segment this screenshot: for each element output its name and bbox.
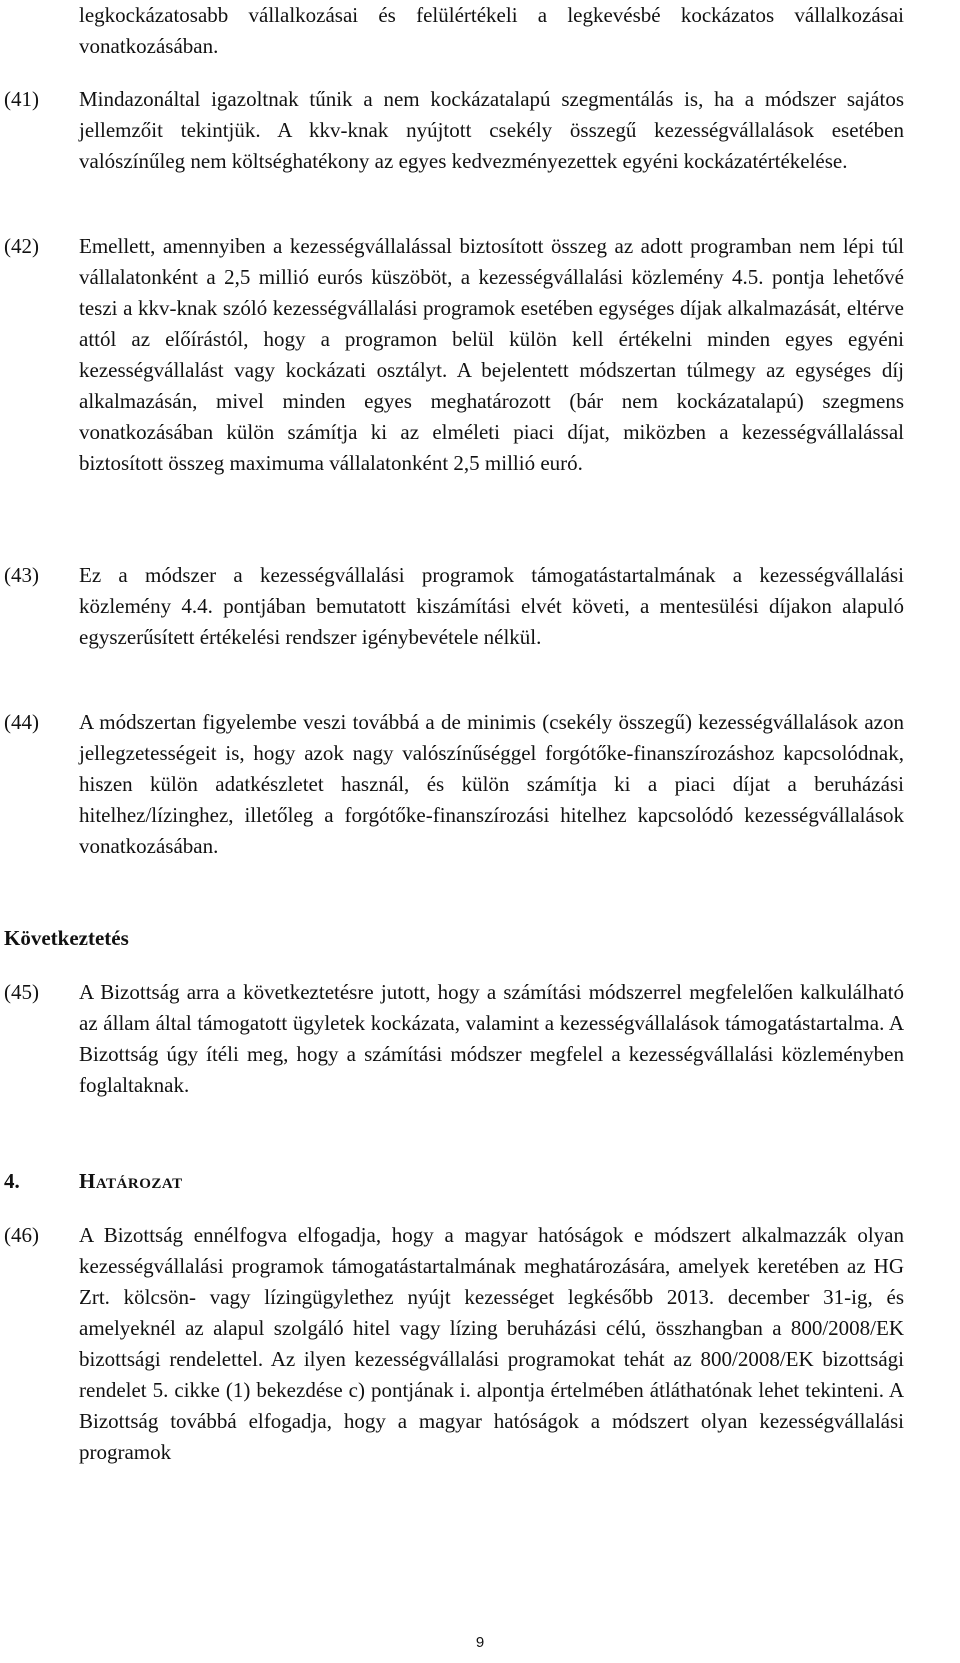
paragraph-text: A Bizottság ennélfogva elfogadja, hogy a magyar hatóságok e módszert alkalmazzák olyan kezességvállalási programok támogatástartalmának meghatározására, amelyek keretében az HG Zrt. kölcsön- vagy lízingügylethez nyújt kezességet legkésőbb 2013. december 31-ig, és amelyeknél az alapul szolgáló hitel vagy lízing beruházási célú, összhangban a 800/2008/EK bizottsági rendelettel. Az ilyen kezességvállalási programokat tehát az 800/2008/EK bizottsági rendelet 5. cikke (1) bekezdése c) pontjának i. alpontja értelmében átláthatónak lehet tekinteni. A Bizottság továbbá elfogadja, hogy a magyar hatóságok a módszert olyan kezességvállalási programok bbox=[79, 1223, 904, 1464]
paragraph-44 bbox=[4, 707, 904, 862]
section-title: Határozat bbox=[79, 1169, 183, 1193]
paragraph-43 bbox=[4, 560, 904, 653]
continuation-paragraph bbox=[4, 0, 904, 62]
paragraph-text: Ez a módszer a kezességvállalási programok támogatástartalmának a kezességvállalási közlemény 4.4. pontjában bemutatott kiszámítási elvét követi, a mentesülési díjakon alapuló egyszerűsített értékelési rendszer igénybevétele nélkül. bbox=[79, 563, 904, 649]
paragraph-number: (41) bbox=[4, 87, 39, 111]
section-number: 4. bbox=[4, 1169, 20, 1193]
paragraph-45 bbox=[4, 977, 904, 1101]
paragraph-text: A módszertan figyelembe veszi továbbá a de minimis (csekély összegű) kezességvállalások azon jellegzetességeit is, hogy azok nagy valószínűséggel forgótőke-finanszírozáshoz kapcsolódnak, hiszen külön adatkészletet használ, és külön számítja ki a piaci díjat a beruházási hitelhez/lízinghez, illetőleg a forgótőke-finanszírozási hitelhez kapcsolódó kezességvállalások vonatkozásában. bbox=[79, 710, 904, 858]
paragraph-text: A Bizottság arra a következtetésre jutott, hogy a számítási módszerrel megfelelően kalkulálható az állam által támogatott ügyletek kockázata, valamint a kezességvállalások támogatástartalma. A Bizottság úgy ítéli meg, hogy a számítási módszer megfelel a kezességvállalási közleményben foglaltaknak. bbox=[79, 980, 904, 1097]
section-heading bbox=[4, 1166, 183, 1197]
page-number: 9 bbox=[475, 1634, 485, 1651]
paragraph-41 bbox=[4, 84, 904, 177]
paragraph-number: (44) bbox=[4, 710, 39, 734]
paragraph-46 bbox=[4, 1220, 904, 1468]
paragraph-text: Mindazonáltal igazoltnak tűnik a nem kockázatalapú szegmentálás is, ha a módszer sajátos jellemzőit tekintjük. A kkv-knak nyújtott csekély összegű kezességvállalások esetében valószínűleg nem költséghatékony az egyes kedvezményezettek egyéni kockázatértékelése. bbox=[79, 87, 904, 173]
paragraph-number: (42) bbox=[4, 234, 39, 258]
conclusion-heading: Következtetés bbox=[4, 926, 129, 950]
paragraph-number: (45) bbox=[4, 980, 39, 1004]
paragraph-42 bbox=[4, 231, 904, 479]
paragraph-number: (46) bbox=[4, 1223, 39, 1247]
paragraph-number: (43) bbox=[4, 563, 39, 587]
paragraph-text: legkockázatosabb vállalkozásai és felülértékeli a legkevésbé kockázatos vállalkozásai vonatkozásában. bbox=[79, 3, 904, 58]
paragraph-text: Emellett, amennyiben a kezességvállalással biztosított összeg az adott programban nem lépi túl vállalatonként a 2,5 millió eurós küszöböt, a kezességvállalási közlemény 4.5. pontja lehetővé teszi a kkv-knak szóló kezességvállalási programok esetében egységes díjak alkalmazását, eltérve attól az előírástól, hogy a programon belül külön kell értékelni minden egyes egyéni kezességvállalást vagy kockázati osztályt. A bejelentett módszertan túlmegy az egységes díj alkalmazásán, mivel minden egyes meghatározott (bár nem kockázatalapú) szegmens vonatkozásában külön számítja ki az elméleti piaci díjat, miközben a kezességvállalással biztosított összeg maximuma vállalatonként 2,5 millió euró. bbox=[79, 234, 904, 475]
